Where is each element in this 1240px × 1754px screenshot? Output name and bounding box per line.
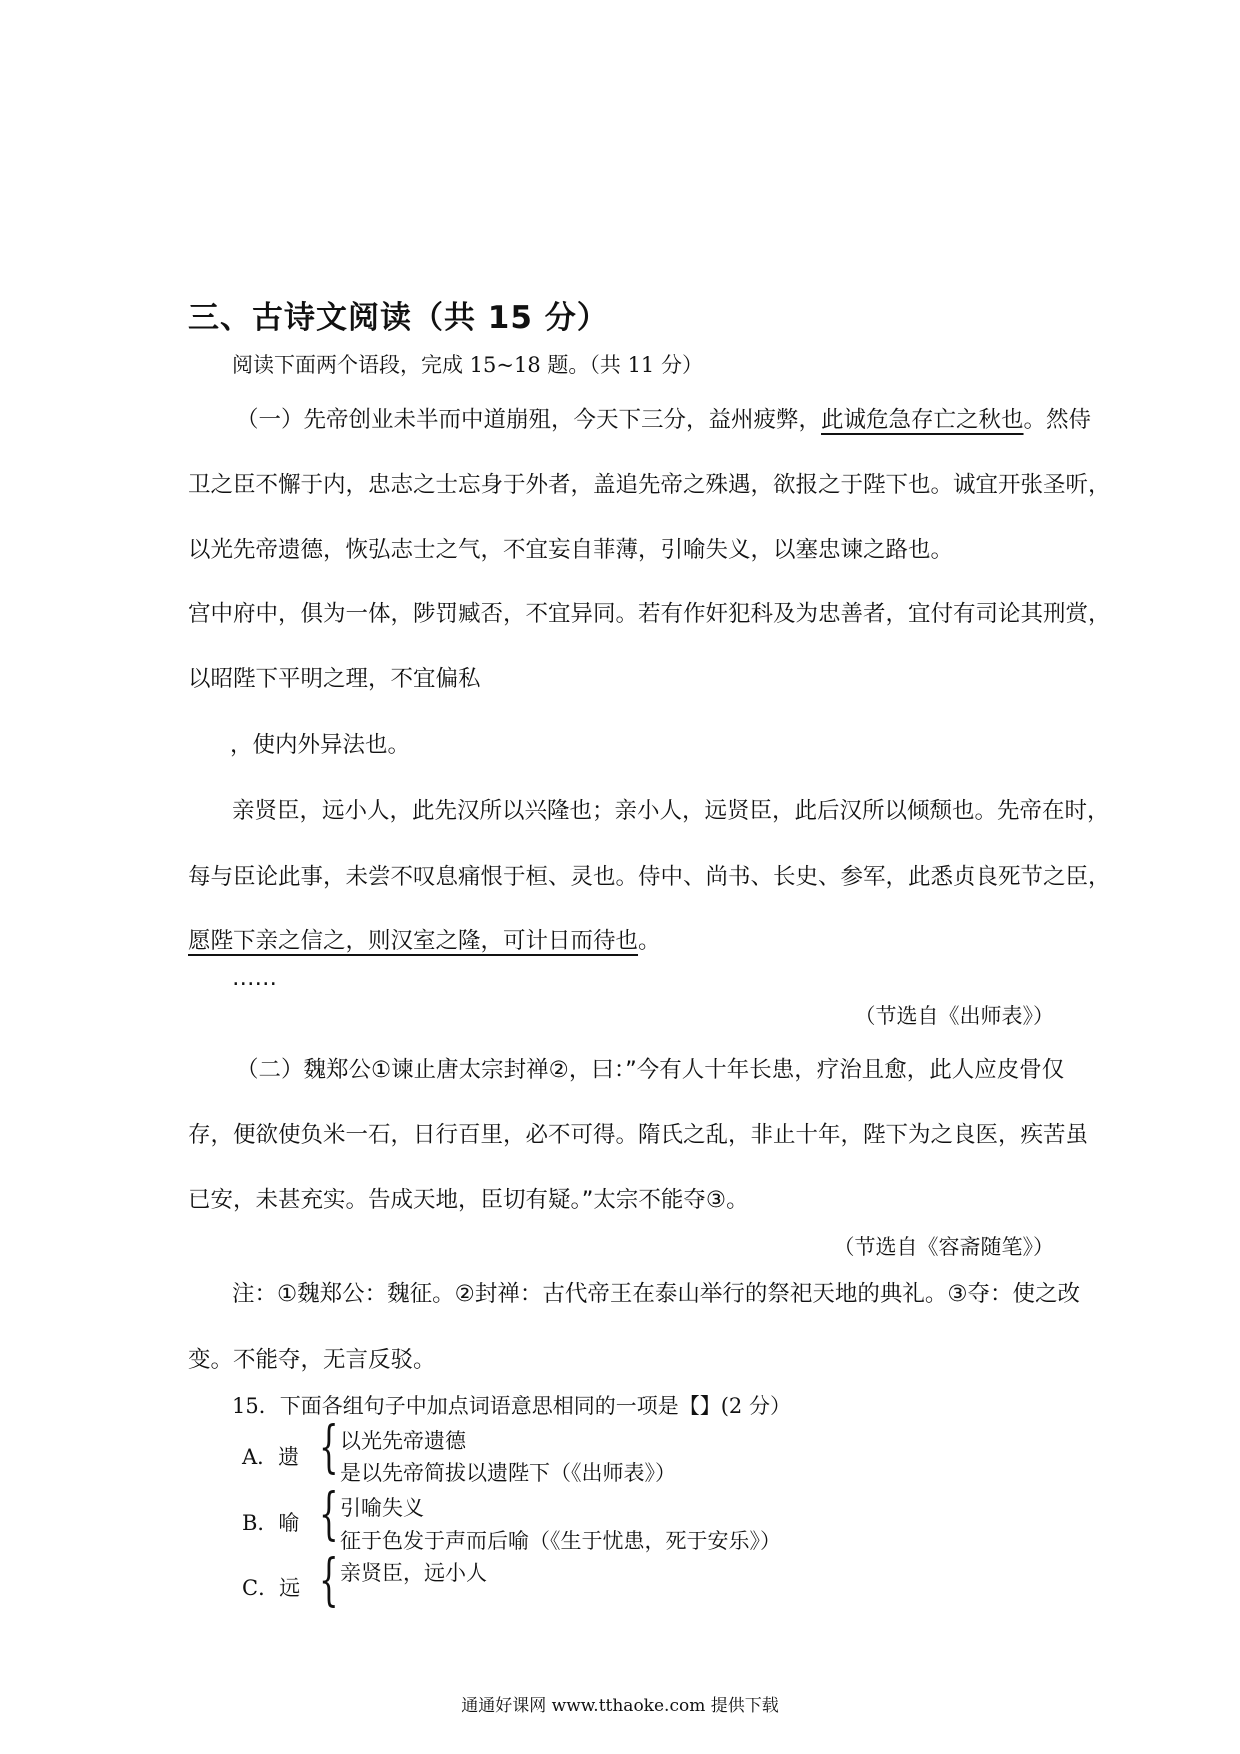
underlined-sentence-1: 此诚危急存亡之秋也 [821,407,1024,433]
option-b-sentence-2: 征于色发于声而后喻（《生于忧患，死于安乐》） [340,1529,781,1553]
passage1-line-3: 以光先帝遗德，恢弘志士之气，不宜妄自菲薄，引喻失义，以塞忠谏之路也。 [188,537,954,563]
option-a-sentence-1: 以光先帝遗德 [340,1429,466,1453]
passage1-line-8: 每与臣论此事，未尝不叹息痛恨于桓、灵也。侍中、尚书、长史、参军，此悉贞良死节之臣， [188,864,1111,890]
option-a-label: A．遗 [242,1445,300,1469]
passage1-line-5: 以昭陛下平明之理，不宜偏私 [188,666,481,692]
section-title: 三、古诗文阅读（共 15 分） [188,300,609,336]
passage1-text: 。然侍 [1023,407,1092,433]
question-15-stem: 15．下面各组句子中加点词语意思相同的一项是【】(2 分） [232,1394,791,1418]
passage1-line-1 [236,402,1091,434]
passage1-line-2: 卫之臣不懈于内，忠志之士忘身于外者，盖追先帝之殊遇，欲报之于陛下也。诚宜开张圣听， [188,472,1111,498]
option-a-sentence-2: 是以先帝简拔以遗陛下（《出师表》） [340,1461,676,1485]
ellipsis: …… [232,965,277,991]
notes-line-2: 变。不能夺，无言反驳。 [188,1347,436,1373]
brace-icon: { [319,1482,339,1547]
page-footer: 通通好课网 www.tthaoke.com 提供下载 [461,1696,779,1716]
passage2-line-2: 存，便欲使负米一石，日行百里，必不可得。隋氏之乱，非止十年，陛下为之良医，疾苦虽 [188,1122,1089,1148]
brace-icon: { [319,1415,339,1480]
passage2-line-1: （二）魏郑公①谏止唐太宗封禅②，曰：”今有人十年长患，疗治且愈，此人应皮骨仅 [236,1057,1065,1083]
option-c-sentence-1: 亲贤臣，远小人 [340,1561,487,1585]
notes-line-1: 注：①魏郑公：魏征。②封禅：古代帝王在泰山举行的祭祀天地的典礼。③夺：使之改 [232,1281,1081,1307]
source-citation-1: （节选自《出师表》） [854,1004,1054,1028]
underlined-sentence-2: 愿陛下亲之信之，则汉室之隆，可计日而待也 [188,928,639,954]
option-b-label: B．喻 [242,1511,300,1535]
passage1-line-7: 亲贤臣，远小人，此先汉所以兴隆也；亲小人，远贤臣，此后汉所以倾颓也。先帝在时， [232,798,1110,824]
passage1-line-6: ，使内外异法也。 [230,732,411,758]
passage2-line-3: 已安，未甚充实。告成天地，臣切有疑。”太宗不能夺③。 [188,1187,749,1213]
option-c-label: C．远 [242,1576,301,1600]
option-b-sentence-1: 引喻失义 [340,1496,424,1520]
passage1-text: 。 [638,928,661,954]
passage1-text: （一）先帝创业未半而中道崩殂，今天下三分，益州疲弊， [236,407,822,433]
source-citation-2: （节选自《容斋随笔》） [833,1235,1054,1259]
reading-instructions: 阅读下面两个语段，完成 15~18 题。（共 11 分） [232,353,703,377]
passage1-line-4: 宫中府中，俱为一体，陟罚臧否，不宜异同。若有作奸犯科及为忠善者，宜付有司论其刑赏， [188,601,1111,627]
passage1-line-9 [188,923,661,955]
brace-icon: { [319,1548,339,1613]
